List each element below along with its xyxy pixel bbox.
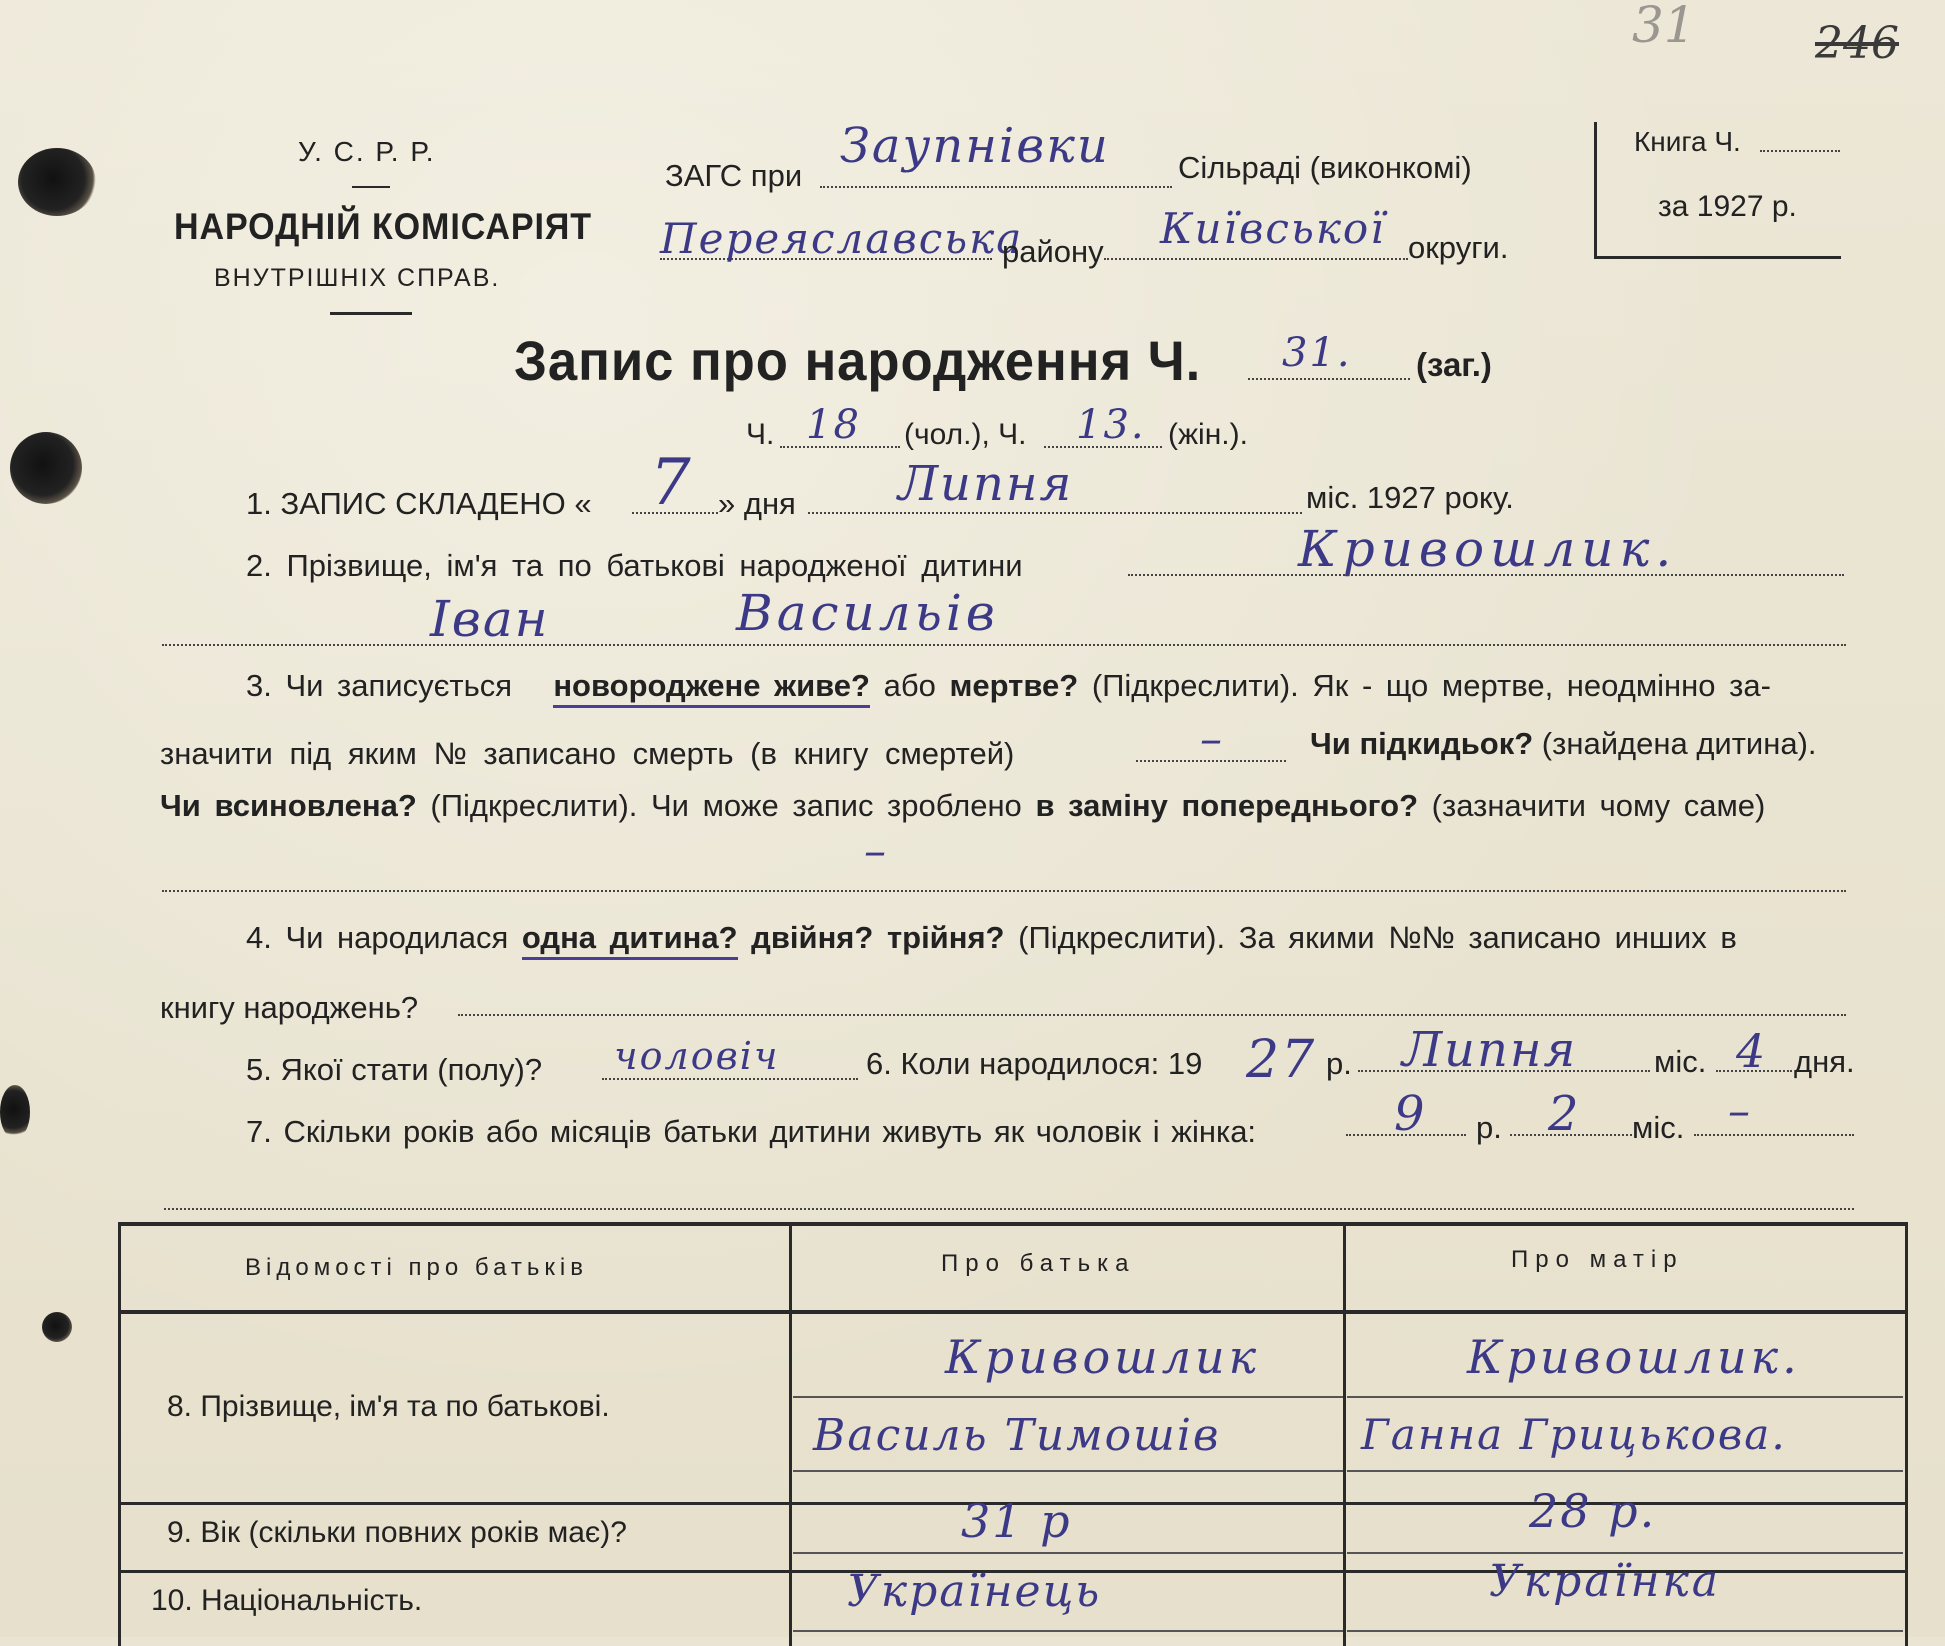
dead-option: мертве? xyxy=(949,668,1079,703)
republic-label: У. С. Р. Р. xyxy=(298,136,436,167)
item6-label: 6. Коли народилося: 19 xyxy=(866,1046,1203,1081)
item3-line3 xyxy=(160,788,1765,824)
item3-question: 3. Чи записується xyxy=(246,668,513,703)
mother-name: Ганна Грицькова. xyxy=(1361,1410,1787,1459)
field-line xyxy=(602,1078,858,1080)
marriage-years-field: 9 xyxy=(1394,1086,1427,1142)
replacement-field: – xyxy=(864,826,888,877)
mother-surname: Кривошлик. xyxy=(1467,1330,1801,1384)
item4-line1 xyxy=(246,920,1737,956)
child-name-field: Іван xyxy=(430,590,550,648)
item3-line1 xyxy=(246,668,1771,704)
archive-crossed-number: 246 xyxy=(1815,18,1899,69)
replacement-note: (зазначити чому саме) xyxy=(1431,788,1766,823)
punch-hole xyxy=(18,148,96,216)
sex-field: чоловіч xyxy=(614,1034,780,1078)
okruha-field: Київської xyxy=(1160,204,1386,253)
child-surname-field: Кривошлик. xyxy=(1298,520,1678,578)
adopted-option: Чи всиновлена? xyxy=(160,788,417,823)
item3-line2-end xyxy=(1310,726,1817,762)
father-surname: Кривошлик xyxy=(945,1330,1261,1384)
item2-label: 2. Прізвище, ім'я та по батькові народженої дитини xyxy=(246,548,1023,583)
field-line xyxy=(162,890,1846,892)
zags-prefix: ЗАГС при xyxy=(665,158,803,193)
punch-hole xyxy=(42,1312,72,1342)
field-line xyxy=(820,186,1172,188)
item1-suffix: міс. 1927 року. xyxy=(1306,480,1514,515)
divider xyxy=(330,312,412,315)
field-line xyxy=(458,1014,1846,1016)
field-line xyxy=(1694,1134,1854,1136)
record-number-field: 31. xyxy=(1282,330,1352,376)
twins-option: двійня? xyxy=(751,920,874,955)
marriage-months-field: 2 xyxy=(1548,1086,1581,1142)
column-divider xyxy=(789,1226,792,1646)
row-age-label: 9. Вік (скільки повних років має)? xyxy=(167,1516,627,1549)
birth-day-label: дня. xyxy=(1794,1044,1855,1079)
father-nationality: Українець xyxy=(847,1566,1102,1617)
marriage-months-label: міс. xyxy=(1632,1110,1685,1145)
birth-month-field: Липня xyxy=(1402,1022,1578,1078)
replacement-option: в заміну попереднього? xyxy=(1035,788,1419,823)
value-line xyxy=(793,1552,1343,1554)
row-name-label: 8. Прізвище, ім'я та по батькові. xyxy=(167,1390,610,1423)
okruha-label: округи. xyxy=(1408,230,1509,265)
commissariat-subtitle: ВНУТРІШНІХ СПРАВ. xyxy=(214,264,501,292)
field-line xyxy=(1760,150,1840,152)
item3-line3-text: (Підкреслити). Чи може запис зроблено xyxy=(430,788,1022,823)
field-line xyxy=(162,644,1846,646)
death-record-field: – xyxy=(1200,714,1224,765)
parents-table xyxy=(118,1222,1908,1646)
header-parents-info: Відомості про батьків xyxy=(245,1254,588,1281)
mother-nationality: Українка xyxy=(1489,1556,1722,1607)
zags-suffix: Сільраді (виконкомі) xyxy=(1178,150,1472,185)
value-line xyxy=(1347,1552,1903,1554)
item1-prefix: 1. ЗАПИС СКЛАДЕНО « xyxy=(246,486,592,521)
book-label: Книга Ч. xyxy=(1634,126,1741,157)
male-count-prefix: Ч. xyxy=(746,418,775,451)
item7-label: 7. Скільки років або місяців батьки дитини живуть як чоловік і жінка: xyxy=(246,1114,1257,1149)
child-patronymic-field: Васильів xyxy=(736,584,999,642)
column-divider xyxy=(1343,1226,1346,1646)
value-line xyxy=(793,1396,1343,1398)
zags-village-field: Заупнівки xyxy=(840,118,1110,174)
value-line xyxy=(1347,1470,1903,1472)
single-child-option: одна дитина? xyxy=(522,920,738,960)
female-count-field: 13. xyxy=(1076,402,1146,448)
field-line xyxy=(1248,378,1410,380)
item1-mid: » дня xyxy=(718,486,796,521)
male-count-field: 18 xyxy=(806,402,861,448)
header-father: Про батька xyxy=(941,1250,1136,1277)
record-title-suffix: (заг.) xyxy=(1416,346,1492,383)
row-nationality-label: 10. Національність. xyxy=(151,1584,423,1617)
record-title: Запис про народження Ч. xyxy=(514,329,1202,392)
header-mother: Про матір xyxy=(1511,1246,1684,1273)
archive-pencil-number: 31 xyxy=(1632,0,1696,54)
field-line xyxy=(1104,258,1408,260)
birth-year-field: 27 xyxy=(1246,1030,1317,1090)
marriage-years-label: р. xyxy=(1476,1110,1502,1145)
marriage-extra-field: – xyxy=(1728,1086,1752,1137)
divider xyxy=(352,186,390,188)
birth-month-label: міс. xyxy=(1654,1044,1707,1079)
item4-line2: книгу народжень? xyxy=(160,990,419,1025)
value-line xyxy=(793,1630,1343,1632)
father-age: 31 р xyxy=(961,1494,1072,1548)
value-line xyxy=(1347,1630,1903,1632)
district-field: Переяславська xyxy=(660,214,1024,263)
item1-day-field: 7 xyxy=(650,446,693,520)
punch-hole xyxy=(10,432,82,504)
item5-label: 5. Якої стати (полу)? xyxy=(246,1052,543,1087)
punch-hole xyxy=(0,1085,30,1139)
item3-instruction: (Підкреслити). Як - що мертве, неодмінно за- xyxy=(1091,668,1771,703)
foundling-note: (знайдена дитина). xyxy=(1541,726,1817,761)
field-line xyxy=(164,1208,1854,1210)
item3-line2-text: значити під яким № записано смерть (в книгу смертей) xyxy=(160,736,1015,771)
row-divider xyxy=(121,1310,1905,1314)
value-line xyxy=(793,1470,1343,1472)
birth-year-r: р. xyxy=(1326,1046,1352,1081)
foundling-option: Чи підкидьок? xyxy=(1310,726,1534,761)
father-name: Василь Тимошів xyxy=(813,1410,1221,1461)
district-label: району xyxy=(1002,234,1104,269)
item4-instruction: (Підкреслити). За якими №№ записано инших в xyxy=(1018,920,1737,955)
item4-question: 4. Чи народилася xyxy=(246,920,509,955)
book-year: за 1927 р. xyxy=(1658,190,1797,223)
male-count-label: (чол.), Ч. xyxy=(904,418,1027,451)
field-line xyxy=(808,512,1302,514)
birth-day-field: 4 xyxy=(1736,1024,1768,1078)
female-count-label: (жін.). xyxy=(1168,418,1248,451)
or-label: або xyxy=(883,668,936,703)
alive-option: новороджене живе? xyxy=(553,668,870,708)
item1-month-field: Липня xyxy=(898,456,1074,512)
triplets-option: трійня? xyxy=(886,920,1005,955)
commissariat-title: НАРОДНІЙ КОМІСАРІЯТ xyxy=(174,206,592,247)
mother-age: 28 р. xyxy=(1529,1484,1657,1538)
value-line xyxy=(1347,1396,1903,1398)
